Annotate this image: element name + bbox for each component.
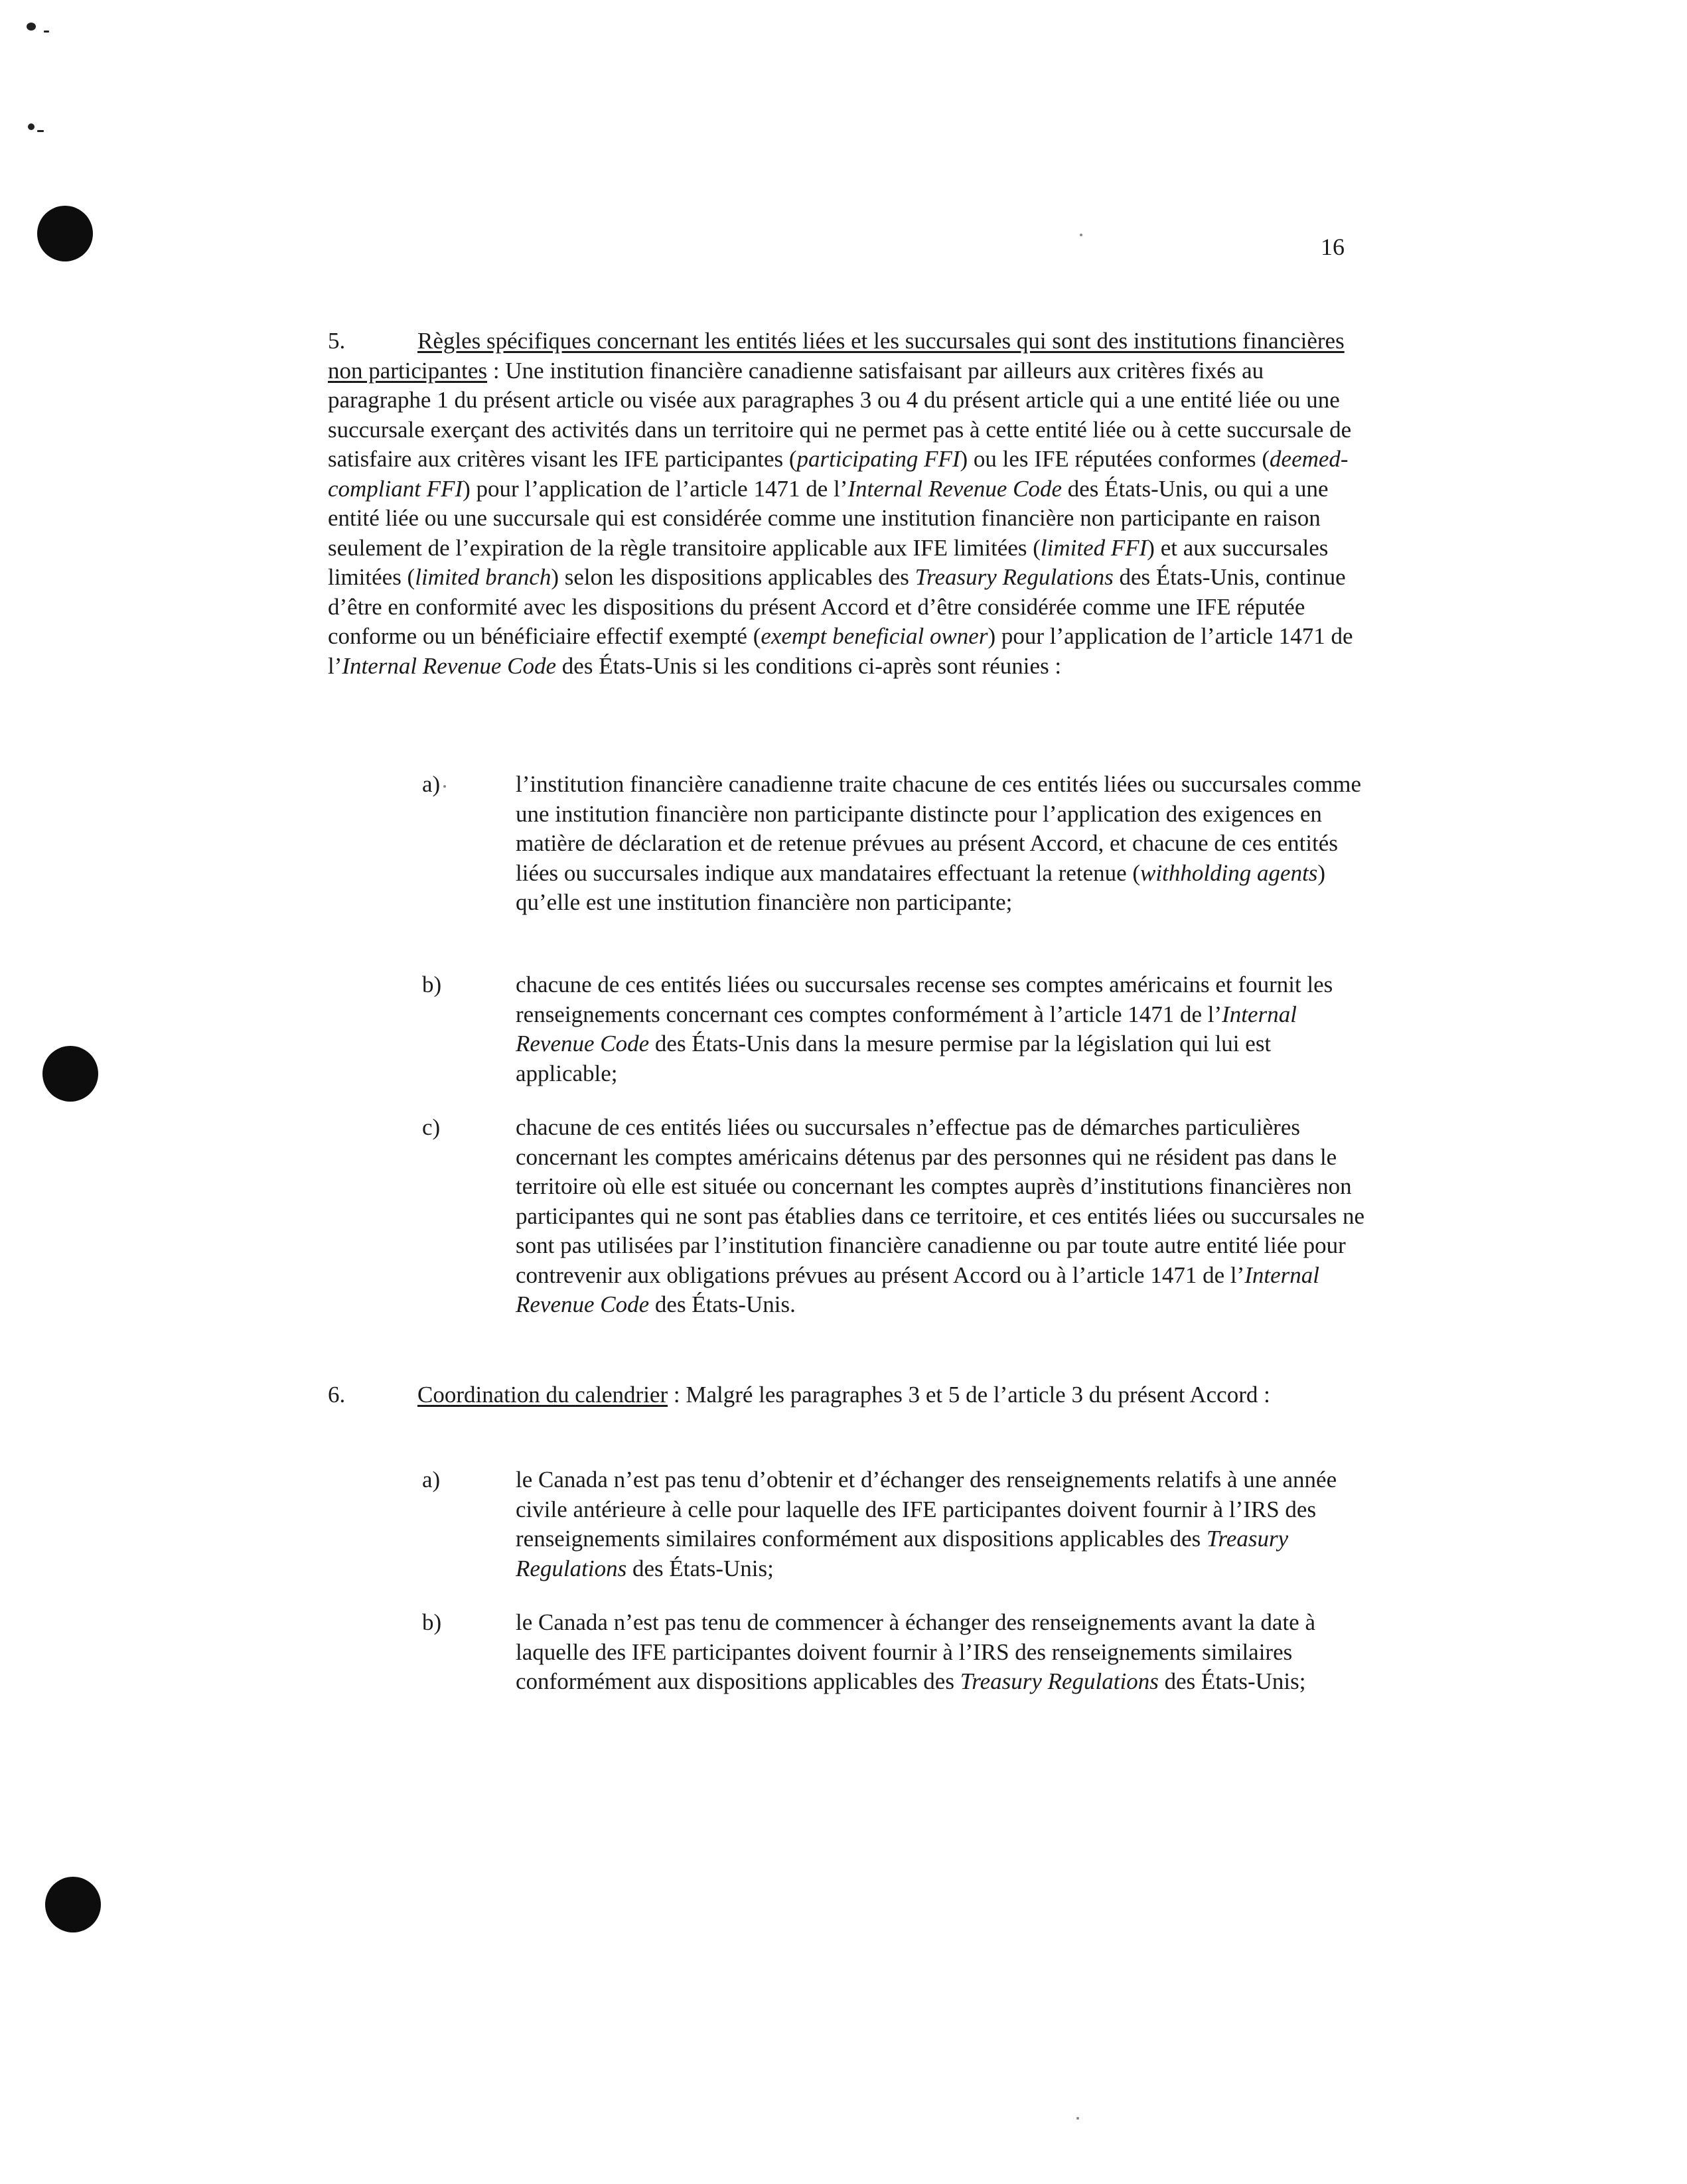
italic-term: Treasury Regulations	[915, 564, 1114, 590]
list-item-body: le Canada n’est pas tenu de commencer à échanger des renseignements avant la date à laquelle des IFE participantes doivent fournir à l’IRS des renseignements similaires conformément aux dispositions applicables des Treasury Regulations des États-Unis;	[516, 1609, 1316, 1694]
list-item	[422, 770, 1378, 918]
list-item-letter: c)	[422, 1114, 441, 1140]
list-item-letter: b)	[422, 972, 442, 997]
paragraph-body: : Malgré les paragraphes 3 et 5 de l’article 3 du présent Accord :	[668, 1382, 1270, 1408]
punch-hole	[45, 1877, 101, 1932]
italic-term: limited FFI	[1040, 534, 1147, 561]
paragraph-body: : Une institution financière canadienne satisfaisant par ailleurs aux critères fixés au paragraphe 1 du présent article ou visée aux paragraphes 3 ou 4 du présent article qui a une entité liée ou une succursale exerçant des activités dans un territoire qui ne permet pas à cette entité liée ou à cette succursale de satisfaire aux critères visant les IFE participantes (participating FFI) ou les IFE réputées conformes (deemed-compliant FFI) pour l’application de l’article 1471 de l’Internal Revenue Code des États-Unis, ou qui a une entité liée ou une succursale qui est considérée comme une institution financière non participante en raison seulement de l’expiration de la règle transitoire applicable aux IFE limitées (limited FFI) et aux succursales limitées (limited branch) selon les dispositions applicables des Treasury Regulations des États-Unis, continue d’être en conformité avec les dispositions du présent Accord et d’être considérée comme une IFE réputée conforme ou un bénéficiaire effectif exempté (exempt beneficial owner) pour l’application de l’article 1471 de l’Internal Revenue Code des États-Unis si les conditions ci-après sont réunies :	[328, 357, 1353, 679]
punch-hole	[37, 206, 93, 261]
list-item-letter: a)	[422, 771, 441, 797]
italic-term: Treasury Regulations	[960, 1668, 1159, 1694]
italic-term: Internal Revenue Code	[847, 475, 1063, 502]
scan-mark	[28, 123, 35, 130]
scan-mark	[44, 31, 49, 33]
paragraph-number: 6.	[328, 1382, 346, 1408]
paragraph-6	[328, 1380, 1370, 1410]
scan-speck	[1080, 234, 1082, 236]
italic-term: exempt beneficial owner	[761, 623, 988, 649]
page-number: 16	[1321, 234, 1345, 260]
italic-term: withholding agents	[1140, 859, 1318, 886]
list-item	[422, 1465, 1378, 1583]
list-item-body: l’institution financière canadienne traite chacune de ces entités liées ou succursales comme une institution financière non participante distincte pour l’application des exigences en matière de déclaration et de retenue prévues au présent Accord, et chacune de ces entités liées ou succursales indique aux mandataires effectuant la retenue (withholding agents) qu’elle est une institution financière non participante;	[516, 771, 1362, 915]
paragraph-number: 5.	[328, 328, 346, 354]
list-item-body: chacune de ces entités liées ou succursales n’effectue pas de démarches particulières concernant les comptes américains détenus par des personnes qui ne résident pas dans le territoire où elle est située ou concernant les comptes auprès d’institutions financières non participantes qui ne sont pas établies dans ce territoire, et ces entités liées ou succursales ne sont pas utilisées par l’institution financière canadienne ou par toute autre entité liée pour contrevenir aux obligations prévues au présent Accord ou à l’article 1471 de l’Internal Revenue Code des États-Unis.	[516, 1114, 1364, 1317]
punch-hole	[42, 1046, 98, 1102]
paragraph-heading: Coordination du calendrier	[417, 1382, 668, 1408]
italic-term: limited branch	[415, 564, 551, 590]
list-item	[422, 970, 1378, 1088]
italic-term: deemed-compliant FFI	[328, 446, 1349, 502]
list-item-letter: b)	[422, 1609, 442, 1635]
paragraph-5	[328, 327, 1370, 681]
italic-term: Internal Revenue Code	[516, 1262, 1319, 1317]
italic-term: Treasury Regulations	[516, 1526, 1289, 1581]
scan-mark	[37, 130, 44, 132]
italic-term: Internal Revenue Code	[342, 652, 557, 679]
scan-mark	[27, 23, 36, 31]
list-item-body: le Canada n’est pas tenu d’obtenir et d’échanger des renseignements relatifs à une année civile antérieure à celle pour laquelle des IFE participantes doivent fournir à l’IRS des renseignements similaires conformément aux dispositions applicables des Treasury Regulations des États-Unis;	[516, 1467, 1337, 1581]
italic-term: Internal Revenue Code	[516, 1001, 1297, 1056]
paragraph-heading: Règles spécifiques concernant les entités liées et les succursales qui sont des institutions financières non participantes	[328, 328, 1345, 384]
italic-term: participating FFI	[796, 446, 960, 472]
list-item	[422, 1608, 1378, 1697]
scan-speck	[1076, 2117, 1079, 2120]
list-item-body: chacune de ces entités liées ou succursales recense ses comptes américains et fournit les renseignements concernant ces comptes conformément à l’article 1471 de l’Internal Revenue Code des États-Unis dans la mesure permise par la législation qui lui est applicable;	[516, 972, 1333, 1086]
list-item	[422, 1113, 1378, 1320]
list-item-letter: a)	[422, 1467, 441, 1492]
